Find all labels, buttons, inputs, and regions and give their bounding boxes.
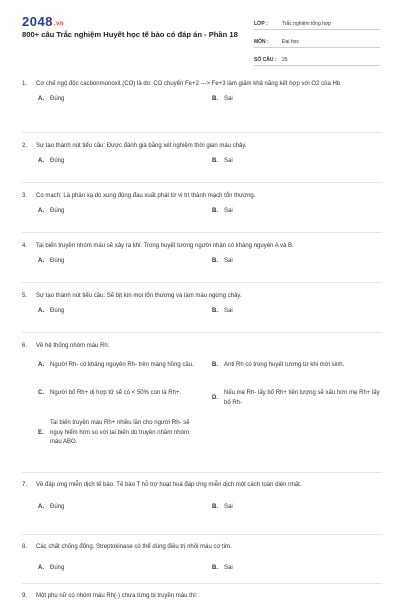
meta-row-count — [254, 50, 380, 66]
question-options — [22, 95, 382, 105]
option-letter: A. — [38, 308, 44, 315]
question-number: 4. — [22, 243, 28, 249]
option-text: Sai — [224, 258, 233, 265]
question-options — [22, 257, 382, 267]
option-a[interactable] — [38, 257, 64, 266]
option-letter: D. — [212, 394, 218, 401]
option-text: Người bố Rh+ dị hợp tử sẽ có < 50% con là Rh+. — [50, 390, 182, 397]
document-header — [0, 0, 400, 68]
question-text: Co mạch: Là phản xạ do xung động đau xuất phát từ vị trí thành mạch tổn thương. — [36, 193, 256, 199]
option-text: Sai — [224, 208, 233, 215]
option-b[interactable] — [212, 307, 233, 316]
question-number: 1. — [22, 81, 28, 87]
option-letter: B. — [212, 362, 218, 369]
option-b[interactable] — [212, 503, 233, 512]
option-letter: A. — [38, 504, 44, 511]
option-text: Đúng — [50, 96, 65, 103]
option-letter: B. — [212, 504, 218, 511]
option-d[interactable] — [212, 389, 382, 408]
option-text: Sai — [224, 308, 233, 315]
option-letter: A. — [38, 96, 44, 103]
option-letter: B. — [212, 208, 218, 215]
option-text: Sai — [224, 96, 233, 103]
question-options — [22, 503, 382, 513]
option-letter: A. — [38, 362, 44, 369]
question-number: 5. — [22, 293, 28, 299]
question-text: Các chất chống đông. Streptokinase có thể dùng điều trị nhồi máu cơ tim. — [36, 544, 232, 550]
option-letter: C. — [38, 390, 44, 397]
divider — [22, 232, 382, 233]
meta-value: 25 — [282, 57, 288, 63]
meta-row-subject — [254, 32, 380, 48]
divider — [22, 132, 382, 133]
meta-row-class — [254, 14, 380, 30]
option-a[interactable] — [38, 95, 64, 104]
option-text: Nếu mẹ Rh- lấy bố Rh+ tiên lượng sẽ xấu hơn mẹ Rh+ lấy bố Rh- — [224, 390, 380, 406]
question-number: 8. — [22, 544, 28, 550]
question-number: 2. — [22, 143, 28, 149]
question-text: Sự tạo thành nút tiểu cầu: Sẽ bịt kín mọi tổn thương và làm máu ngừng chảy. — [36, 293, 242, 299]
question-item — [22, 292, 382, 317]
option-text: Người Rh- có kháng nguyên Rh- trên màng hồng cầu. — [50, 362, 194, 369]
option-letter: B. — [212, 565, 218, 572]
option-a[interactable] — [38, 564, 64, 573]
meta-value: Đại học — [282, 39, 299, 45]
option-letter: A. — [38, 158, 44, 165]
option-text: Đúng — [50, 504, 65, 511]
divider — [22, 182, 382, 183]
option-letter: A. — [38, 208, 44, 215]
meta-label: LỚP : — [254, 21, 268, 27]
option-text: Anti Rh có trong huyết tương từ khi mới sinh. — [224, 362, 345, 369]
option-text: Tai biến truyền máu Rh+ nhiều lần cho người Rh- sẽ nguy hiểm hơn so với tai biến do truyền nhầm nhóm máu ABO. — [50, 420, 190, 445]
question-options — [22, 207, 382, 217]
option-letter: B. — [212, 96, 218, 103]
option-letter: A. — [38, 565, 44, 572]
question-options — [22, 307, 382, 317]
question-item — [22, 592, 382, 600]
divider — [22, 583, 382, 584]
meta-label: SỐ CÂU : — [254, 57, 277, 63]
document-meta — [254, 14, 380, 68]
question-number: 9. — [22, 593, 28, 599]
question-number: 7. — [22, 482, 28, 488]
divider — [22, 534, 382, 535]
question-text: Về đáp ứng miễn dịch tế bào: Tế bào T hỗ trợ hoạt hoá đáp ứng miễn dịch một cách toàn diện nhất. — [36, 482, 302, 488]
option-letter: A. — [38, 258, 44, 265]
question-text: Tai biến truyền nhóm máu sẽ xảy ra khi: Trong huyết tương người nhận có kháng nguyên A và B. — [36, 243, 294, 249]
option-text: Đúng — [50, 258, 65, 265]
question-options — [22, 157, 382, 167]
question-item — [22, 80, 382, 105]
site-logo[interactable] — [22, 14, 64, 29]
option-text: Đúng — [50, 208, 65, 215]
option-a[interactable] — [38, 307, 64, 316]
option-a[interactable] — [38, 503, 64, 512]
question-item — [22, 481, 382, 513]
question-number: 6. — [22, 343, 28, 349]
meta-label: MÔN : — [254, 39, 269, 45]
option-text: Sai — [224, 565, 233, 572]
option-a[interactable] — [38, 207, 64, 216]
option-e[interactable] — [38, 419, 198, 447]
option-letter: E. — [38, 429, 44, 436]
question-item — [22, 342, 382, 471]
question-item — [22, 242, 382, 267]
question-number: 3. — [22, 193, 28, 199]
option-text: Đúng — [50, 158, 65, 165]
question-item — [22, 192, 382, 217]
option-b[interactable] — [212, 207, 233, 216]
option-text: Sai — [224, 504, 233, 511]
question-text: Một phụ nữ có nhóm máu Rh(-) chưa từng bị truyền máu thì: — [36, 593, 198, 599]
option-letter: B. — [212, 308, 218, 315]
option-text: Đúng — [50, 308, 65, 315]
question-options — [22, 361, 382, 471]
option-text: Sai — [224, 158, 233, 165]
option-b[interactable] — [212, 257, 233, 266]
question-text: Cơ chế ngộ độc cacbonmonoxit (CO) là do: CO chuyển Fe+2 ---> Fe+3 làm giảm khả năng kết hợp với O2 của Hb — [36, 81, 341, 87]
option-text: Đúng — [50, 565, 65, 572]
divider — [22, 282, 382, 283]
option-letter: B. — [212, 158, 218, 165]
question-options — [22, 564, 382, 574]
question-item — [22, 543, 382, 574]
option-letter: B. — [212, 258, 218, 265]
option-b[interactable] — [212, 564, 233, 573]
question-text: Về hệ thống nhóm máu Rh: — [36, 343, 110, 349]
option-a[interactable] — [38, 361, 198, 370]
logo-suffix: .vn — [53, 21, 65, 27]
question-item — [22, 142, 382, 167]
option-b[interactable] — [212, 157, 233, 166]
logo-main: 2048 — [22, 14, 53, 29]
option-b[interactable] — [212, 361, 382, 370]
document-title: 800+ câu Trắc nghiệm Huyết học tế bào có đáp án - Phần 18 — [22, 30, 238, 39]
option-b[interactable] — [212, 95, 233, 104]
option-c[interactable] — [38, 389, 198, 398]
meta-value: Trắc nghiệm tổng hợp — [282, 21, 331, 27]
divider — [22, 472, 382, 473]
option-a[interactable] — [38, 157, 64, 166]
divider — [22, 332, 382, 333]
question-text: Sự tạo thành nút tiểu cầu: Được đánh giá bằng xét nghiệm thời gian máu chảy. — [36, 143, 247, 149]
